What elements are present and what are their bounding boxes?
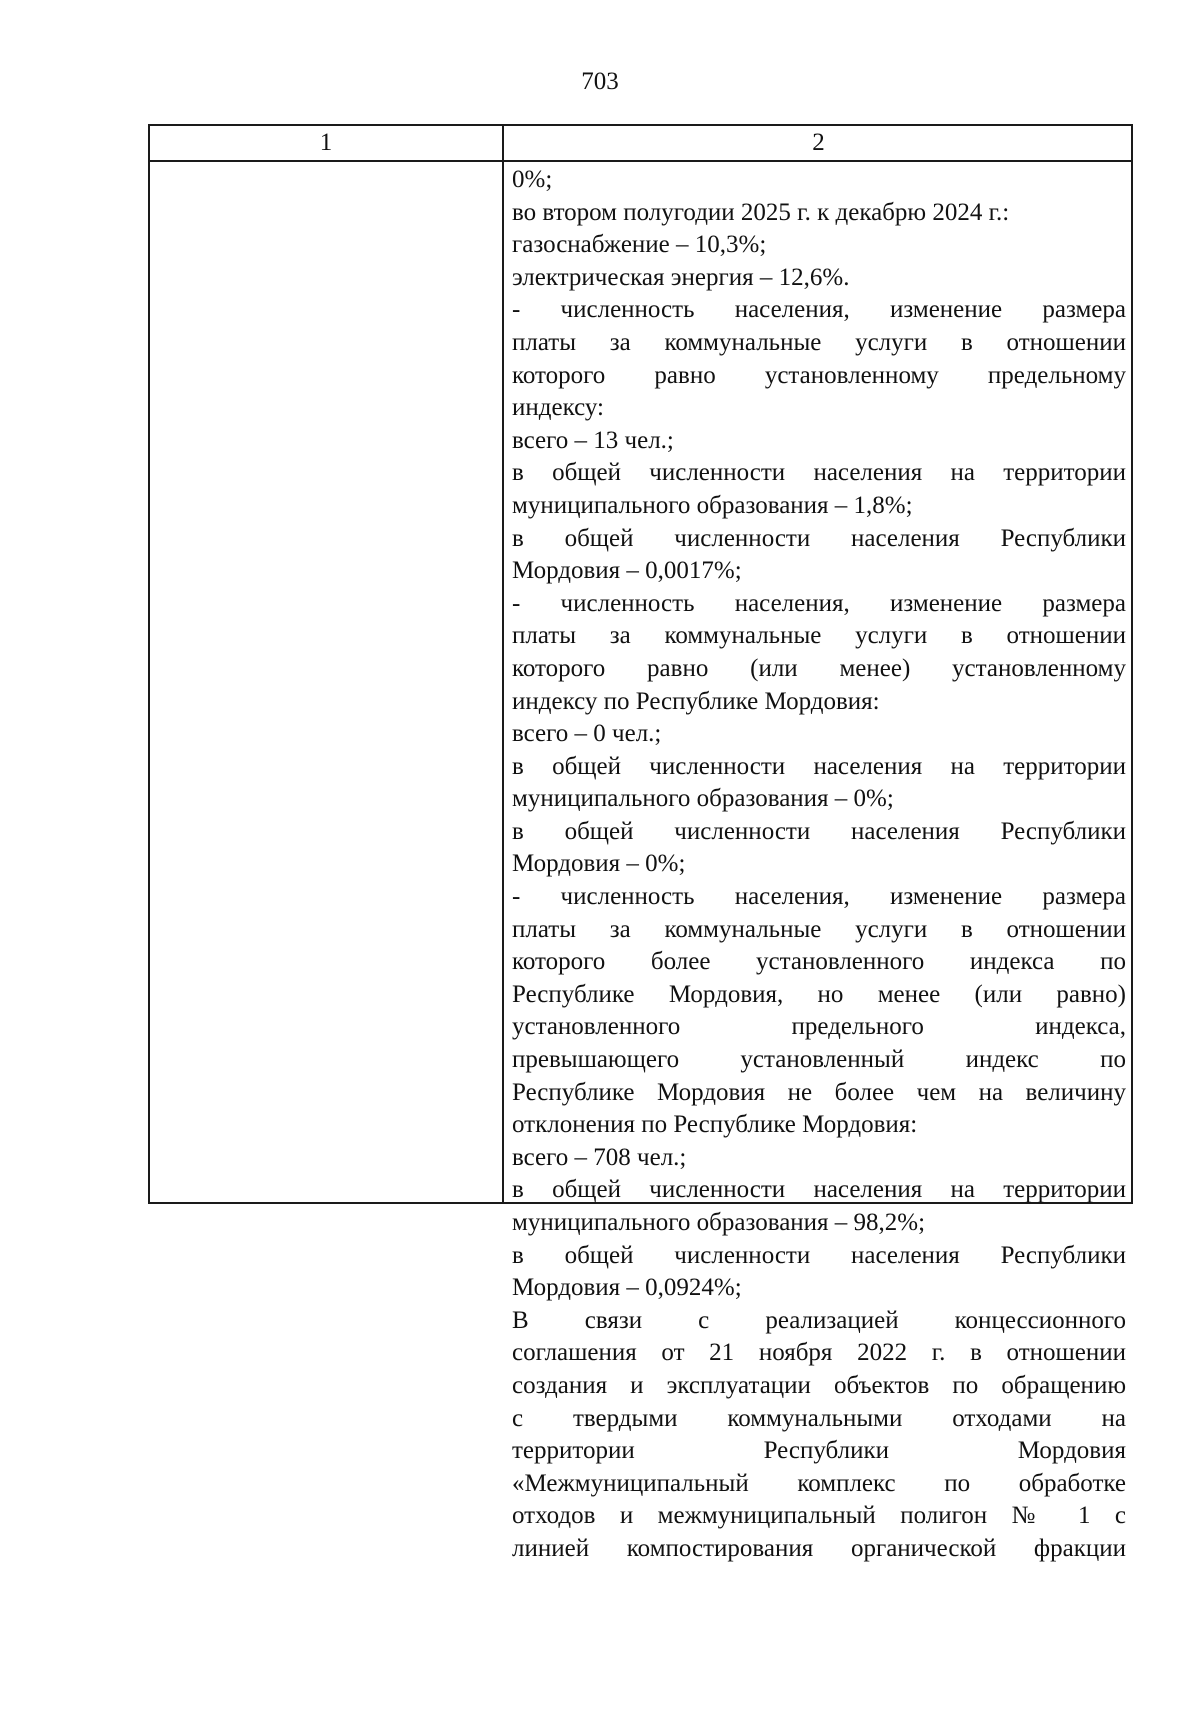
text-line: «Межмуниципальный комплекс по обработке [512,1469,1126,1497]
table-cell-col-2 [512,164,1126,1562]
text-line: в общей численности населения Республики [512,817,1126,845]
table-cell-col-1 [150,162,502,1202]
text-line: территории Республики Мордовия [512,1437,1126,1465]
text-line: в общей численности населения Республики [512,524,1126,552]
column-divider [502,126,504,1202]
text-line: всего – 13 чел.; [512,426,674,454]
text-line: газоснабжение – 10,3%; [512,231,767,259]
text-line: во втором полугодии 2025 г. к декабрю 2024 г.: [512,198,1010,226]
text-line: создания и эксплуатации объектов по обращению [512,1371,1126,1399]
text-line: - численность населения, изменение размера [512,883,1126,911]
text-line: отходов и межмуниципальный полигон № 1 с [512,1502,1126,1530]
text-line: линией компостирования органической фракции [512,1534,1126,1562]
text-line: которого равно (или менее) установленному [512,654,1126,682]
text-line: соглашения от 21 ноября 2022 г. в отношении [512,1339,1126,1367]
text-line: в общей численности населения на территории [512,459,1126,487]
text-line: в общей численности населения Республики [512,1241,1126,1269]
text-line: В связи с реализацией концессионного [512,1306,1126,1334]
text-line: которого более установленного индекса по [512,948,1126,976]
text-line: превышающего установленный индекс по [512,1046,1126,1074]
text-line: в общей численности населения на территории [512,1176,1126,1204]
table-header-col-2: 2 [812,129,825,156]
text-line: Республике Мордовия, но менее (или равно) [512,980,1126,1008]
text-line: электрическая энергия – 12,6%. [512,263,850,291]
text-line: с твердыми коммунальными отходами на [512,1404,1126,1432]
text-line: всего – 708 чел.; [512,1143,687,1171]
text-line: - численность населения, изменение размера [512,589,1126,617]
table-header-row [150,126,1131,162]
text-line: муниципального образования – 98,2%; [512,1209,926,1236]
page-number: 703 [581,68,619,95]
text-line: Республике Мордовия не более чем на величину [512,1078,1126,1106]
text-line: индексу по Республике Мордовия: [512,687,880,715]
text-line: платы за коммунальные услуги в отношении [512,622,1126,650]
text-line: всего – 0 чел.; [512,720,662,748]
text-line: в общей численности населения на территории [512,752,1126,780]
text-line: платы за коммунальные услуги в отношении [512,915,1126,943]
text-line: платы за коммунальные услуги в отношении [512,328,1126,356]
text-line: муниципального образования – 1,8%; [512,491,913,519]
document-table [148,124,1133,1562]
text-line: Мордовия – 0,0017%; [512,557,742,585]
text-line: установленного предельного индекса, [512,1013,1126,1041]
text-line: Мордовия – 0%; [512,850,686,878]
text-line: отклонения по Республике Мордовия: [512,1111,918,1139]
text-line: муниципального образования – 0%; [512,785,894,813]
text-line: 0%; [512,166,553,193]
text-line: Мордовия – 0,0924%; [512,1274,742,1302]
table-header-col-1: 1 [319,129,333,156]
text-line: - численность населения, изменение размера [512,296,1126,324]
text-line: которого равно установленному предельному [512,361,1126,389]
text-line: индексу: [512,394,604,422]
